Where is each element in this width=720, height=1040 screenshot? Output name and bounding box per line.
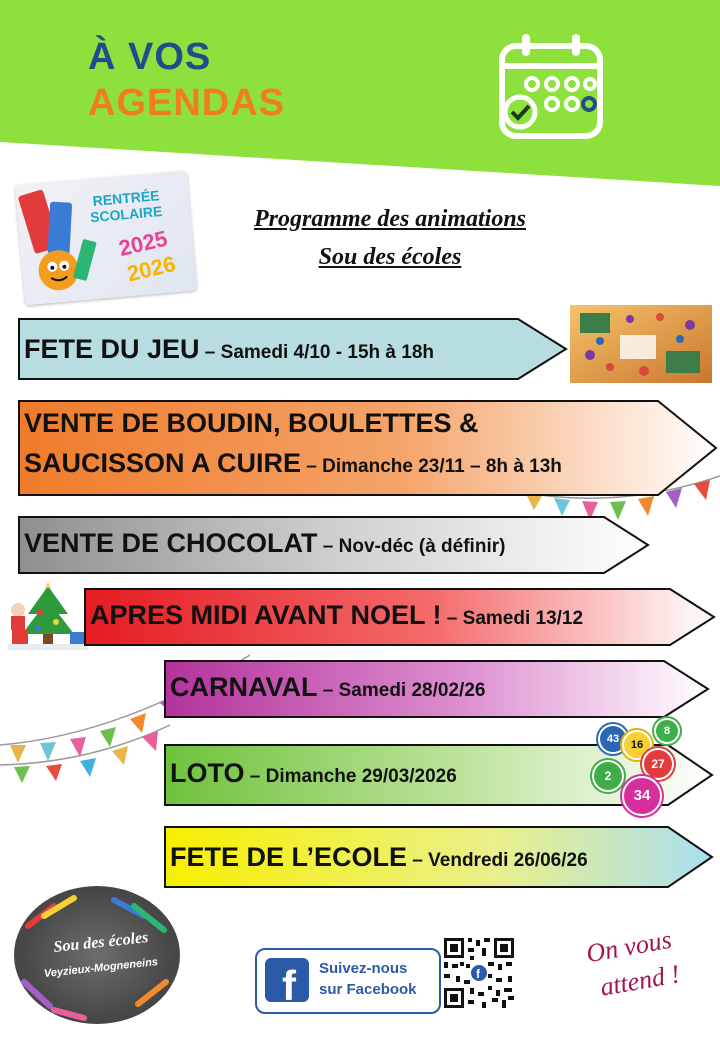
loto-ball: 27 <box>642 748 674 780</box>
event-fete-du-jeu <box>24 334 434 365</box>
event-detail: – Samedi 13/12 <box>441 608 584 629</box>
facebook-icon: f <box>265 958 309 1002</box>
sou-des-ecoles-logo <box>14 886 180 1024</box>
loto-ball: 16 <box>622 730 652 760</box>
header-title-line2: AGENDAS <box>88 82 286 124</box>
badge-scolaire: SCOLAIRE <box>89 203 163 226</box>
event-arrow-fete-du-jeu <box>18 318 568 380</box>
calendar-check-icon <box>496 30 606 142</box>
loto-ball: 2 <box>592 760 624 792</box>
event-name: CARNAVAL <box>170 672 318 702</box>
event-detail: – Dimanche 29/03/2026 <box>244 766 457 787</box>
badge-rentree: RENTRÉE <box>92 187 161 209</box>
event-name: FETE DU JEU <box>24 334 200 364</box>
event-fete-ecole <box>170 842 588 873</box>
facebook-follow-button[interactable] <box>255 948 441 1014</box>
event-name: APRES MIDI AVANT NOEL ! <box>90 600 442 630</box>
event-arrow-chocolat <box>18 516 650 574</box>
slogan-line1: On vous <box>584 924 674 969</box>
logo-title: Sou des écoles <box>52 929 150 956</box>
program-title-line2: Sou des écoles <box>318 244 462 270</box>
facebook-label-line1: Suivez-nous <box>319 960 408 977</box>
event-carnaval <box>170 672 485 703</box>
event-name: FETE DE L’ECOLE <box>170 842 408 872</box>
event-loto <box>170 758 457 789</box>
board-game-illustration <box>570 305 712 383</box>
event-detail: – Vendredi 26/06/26 <box>407 850 588 871</box>
event-detail: – Samedi 28/02/26 <box>317 680 486 701</box>
event-vente-boudin-line2 <box>24 448 562 479</box>
event-noel <box>90 600 583 631</box>
christmas-tree-illustration <box>8 582 88 654</box>
loto-ball: 8 <box>654 718 680 744</box>
badge-year-2025: 2025 <box>116 225 170 261</box>
loto-balls <box>588 716 698 816</box>
crayons-illustration <box>14 886 180 1024</box>
loto-ball: 34 <box>622 776 662 816</box>
svg-text:f: f <box>476 967 480 981</box>
event-name: VENTE DE CHOCOLAT <box>24 528 318 558</box>
event-detail: – Nov-déc (à définir) <box>317 536 506 557</box>
qr-code-icon[interactable] <box>442 936 516 1010</box>
event-name: LOTO <box>170 758 245 788</box>
event-detail: – Samedi 4/10 - 15h à 18h <box>199 342 434 363</box>
facebook-label-line2: sur Facebook <box>319 981 417 998</box>
loto-ball: 43 <box>598 724 628 754</box>
logo-subtitle: Veyzieux-Mogneneins <box>43 956 159 980</box>
program-title-line1: Programme des animations <box>253 206 527 232</box>
event-detail: – Dimanche 23/11 – 8h à 13h <box>301 456 562 477</box>
event-arrow-vente-boudin <box>18 400 718 496</box>
rentree-badge <box>15 171 197 306</box>
event-chocolat <box>24 528 505 559</box>
header-title-line1: À VOS <box>88 36 212 78</box>
badge-year-2026: 2026 <box>124 250 178 287</box>
event-vente-boudin-line1: VENTE DE BOUDIN, BOULETTES & <box>24 408 479 438</box>
slogan-line2: attend ! <box>598 959 682 1002</box>
event-arrow-fete-ecole <box>164 826 714 888</box>
event-arrow-noel <box>84 588 716 646</box>
event-name: SAUCISSON A CUIRE <box>24 448 302 478</box>
event-arrow-carnaval <box>164 660 710 718</box>
